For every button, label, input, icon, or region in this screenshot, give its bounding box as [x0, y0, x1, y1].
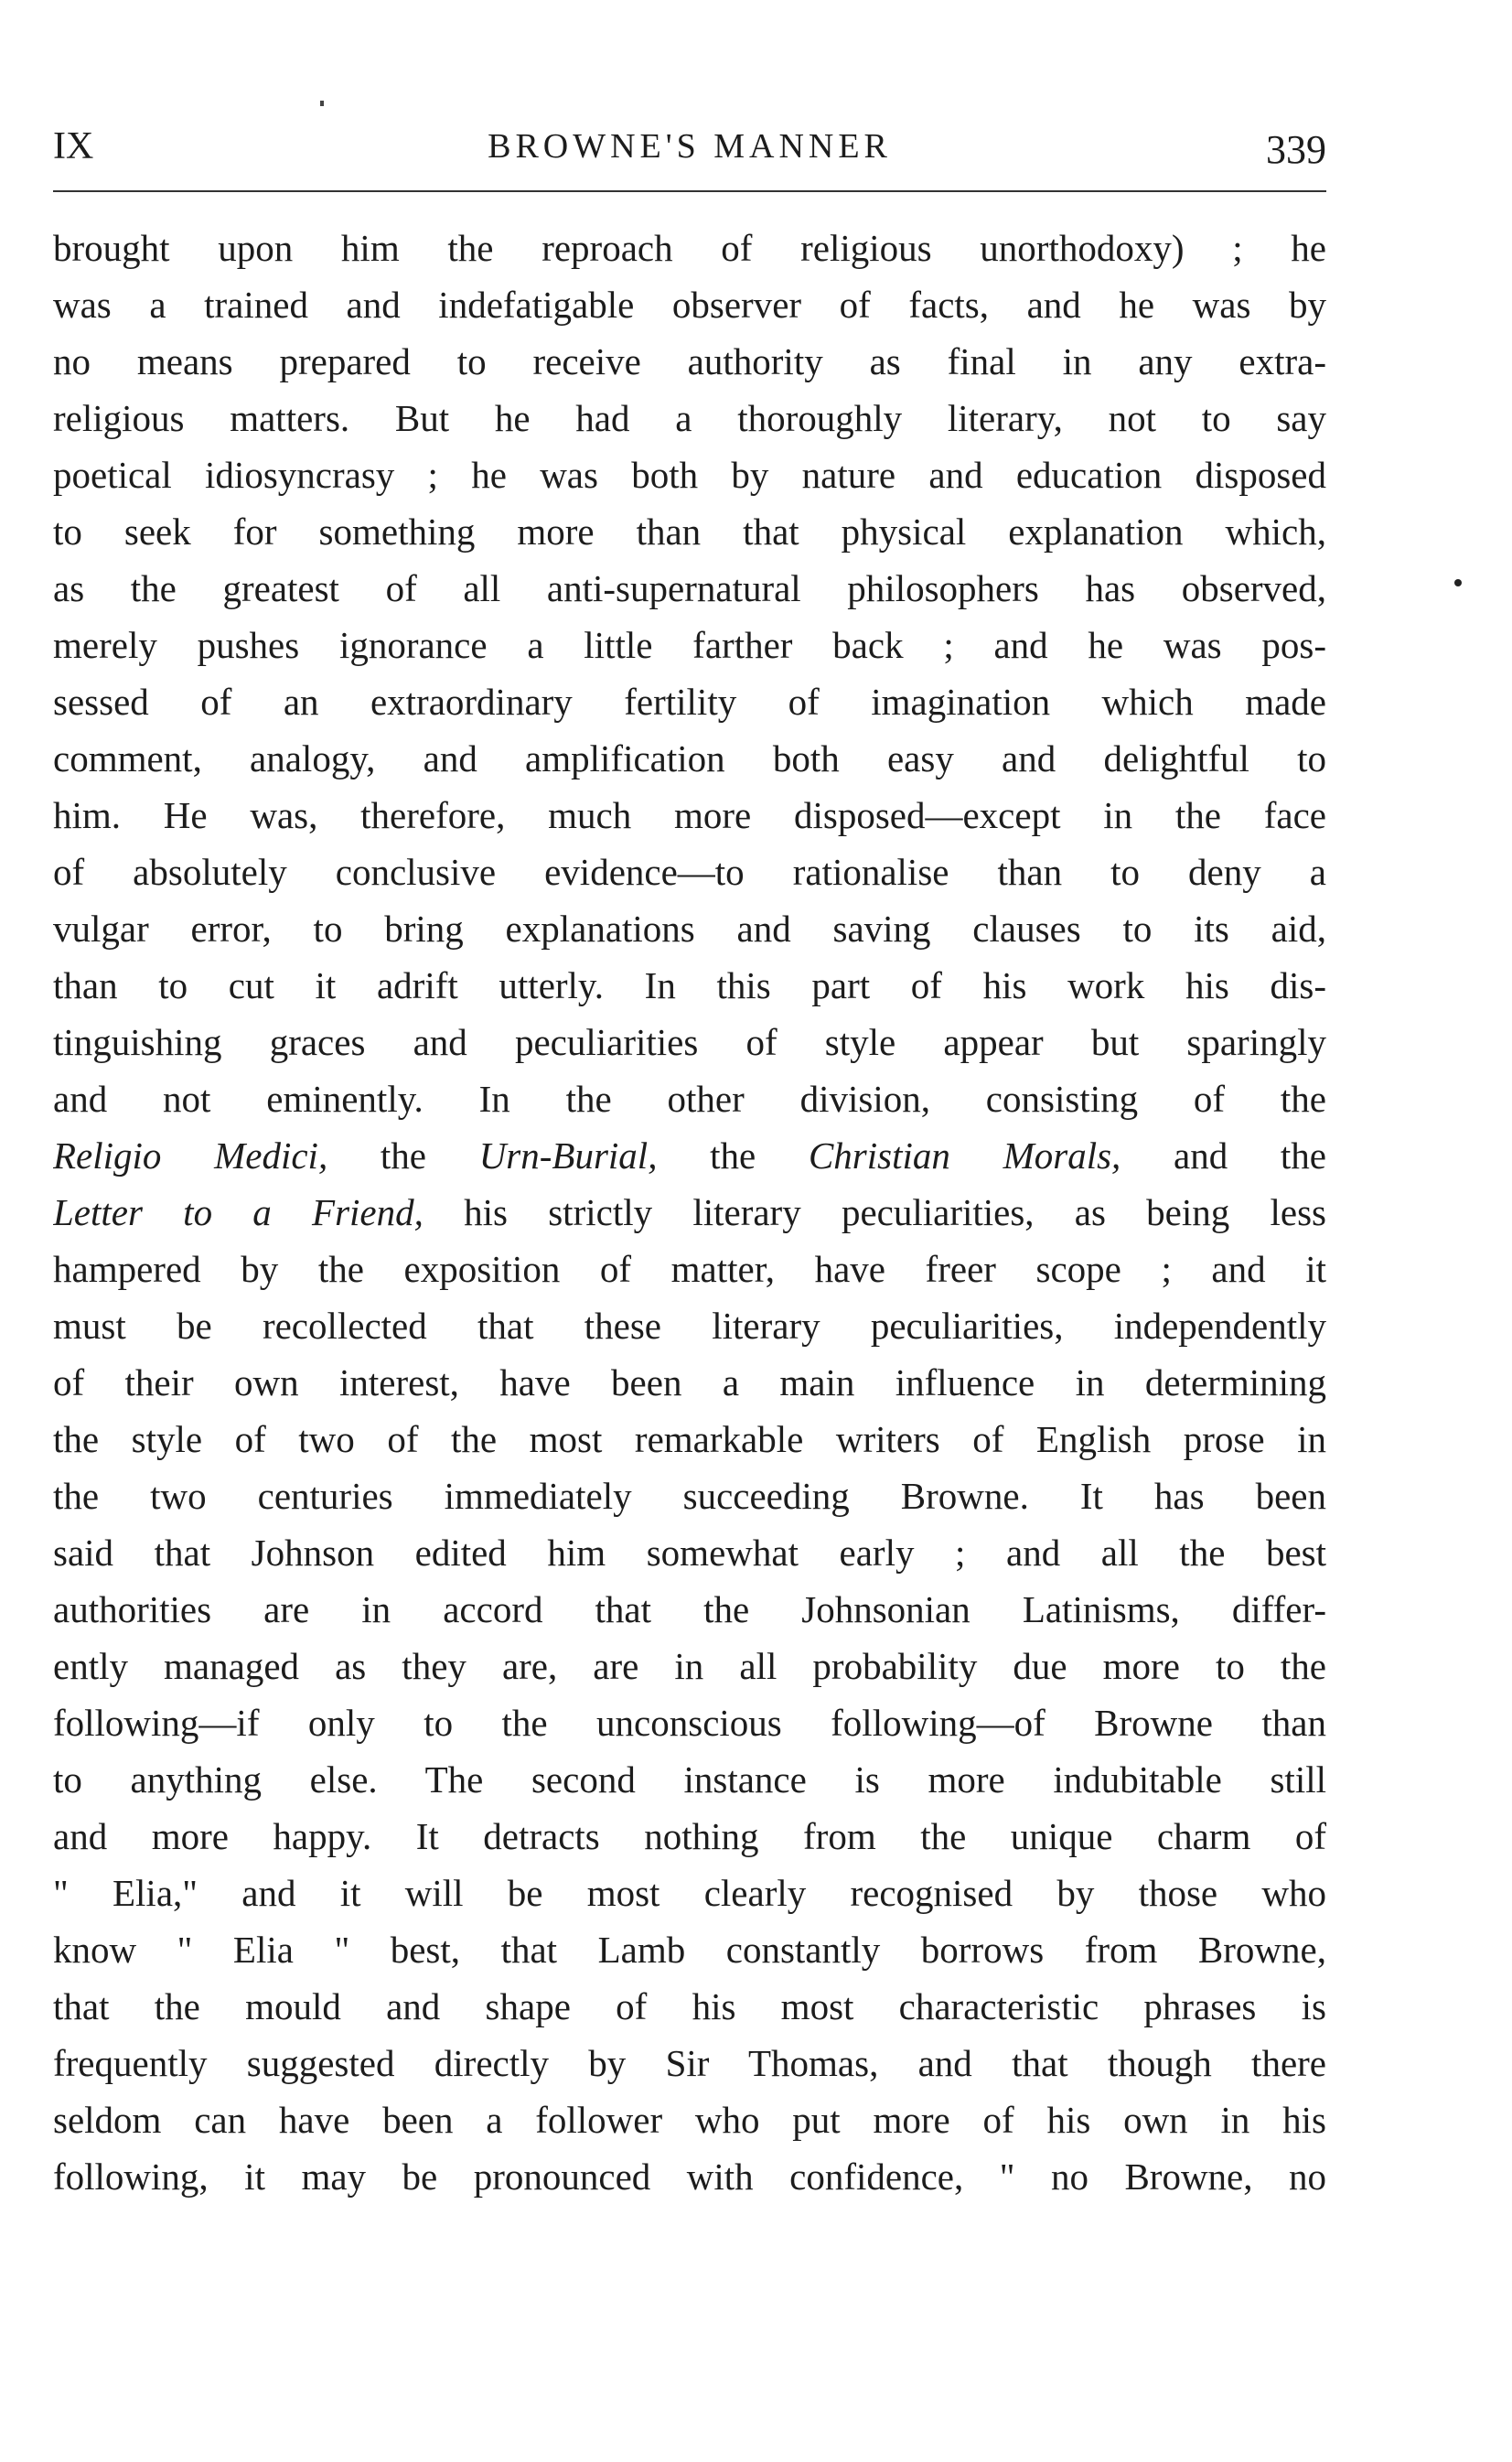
- text-line: the two centuries immediately succeeding Browne. It has been: [53, 1475, 1326, 1517]
- page-number: 339: [1266, 127, 1326, 172]
- text-line: him. He was, therefore, much more disposed—except in the face: [53, 794, 1326, 836]
- text-line-with-title: [53, 1184, 1326, 1241]
- book-page: [53, 119, 1326, 2198]
- text-line-with-titles: [53, 1127, 1326, 1184]
- text-line: sessed of an extraordinary fertility of imagination which made: [53, 681, 1326, 723]
- page-header: [53, 119, 1326, 174]
- text-line: comment, analogy, and amplification both easy and delightful to: [53, 737, 1326, 779]
- connector-text: the: [380, 1134, 426, 1177]
- text-line: know " Elia " best, that Lamb constantly borrows from Browne,: [53, 1929, 1326, 1971]
- text-line: must be recollected that these literary peculiarities, independently: [53, 1305, 1326, 1347]
- margin-dot: [1454, 579, 1462, 586]
- text-line: tinguishing graces and peculiarities of style appear but sparingly: [53, 1021, 1326, 1063]
- chapter-number: IX: [53, 125, 94, 167]
- text-line: than to cut it adrift utterly. In this part of his work his dis-: [53, 964, 1326, 1006]
- book-title-religio-medici: Religio Medici,: [53, 1134, 328, 1177]
- text-line: of their own interest, have been a main influence in determining: [53, 1361, 1326, 1403]
- body-text: [53, 220, 1326, 2205]
- text-line: was a trained and indefatigable observer of facts, and he was by: [53, 284, 1326, 326]
- header-rule: [53, 190, 1326, 192]
- text-line: " Elia," and it will be most clearly recognised by those who: [53, 1872, 1326, 1914]
- text-line: hampered by the exposition of matter, have freer scope ; and it: [53, 1248, 1326, 1290]
- text-line: as the greatest of all anti-supernatural philosophers has observed,: [53, 567, 1326, 609]
- text-line: the style of two of the most remarkable writers of English prose in: [53, 1418, 1326, 1460]
- text-line: of absolutely conclusive evidence—to rationalise than to deny a: [53, 851, 1326, 893]
- text-line: religious matters. But he had a thoroughly literary, not to say: [53, 397, 1326, 439]
- text-line: merely pushes ignorance a little farther back ; and he was pos-: [53, 624, 1326, 666]
- book-title-christian-morals: Christian Morals,: [808, 1134, 1121, 1177]
- text-line: to seek for something more than that physical explanation which,: [53, 511, 1326, 553]
- connector-text: the: [710, 1134, 756, 1177]
- text-line: following, it may be pronounced with confidence, " no Browne, no: [53, 2156, 1326, 2198]
- ink-speck: [320, 101, 324, 106]
- text-line: frequently suggested directly by Sir Thomas, and that though there: [53, 2042, 1326, 2084]
- text-line: vulgar error, to bring explanations and saving clauses to its aid,: [53, 908, 1326, 950]
- line-continuation: his strictly literary peculiarities, as being less: [464, 1191, 1326, 1233]
- text-line: authorities are in accord that the Johnsonian Latinisms, differ-: [53, 1588, 1326, 1630]
- text-line: brought upon him the reproach of religious unorthodoxy) ; he: [53, 227, 1326, 269]
- book-title-letter-to-a-friend: Letter to a Friend,: [53, 1191, 424, 1233]
- text-line: that the mould and shape of his most characteristic phrases is: [53, 1985, 1326, 2027]
- connector-text: and the: [1174, 1134, 1326, 1177]
- text-line: and not eminently. In the other division, consisting of the: [53, 1078, 1326, 1120]
- text-line: said that Johnson edited him somewhat early ; and all the best: [53, 1532, 1326, 1574]
- running-title: BROWNE'S MANNER: [488, 127, 892, 166]
- text-line: poetical idiosyncrasy ; he was both by nature and education disposed: [53, 454, 1326, 496]
- text-line: no means prepared to receive authority as final in any extra-: [53, 340, 1326, 382]
- text-line: to anything else. The second instance is more indubitable still: [53, 1758, 1326, 1801]
- text-line: ently managed as they are, are in all probability due more to the: [53, 1645, 1326, 1687]
- book-title-urn-burial: Urn-Burial,: [478, 1134, 658, 1177]
- text-line: following—if only to the unconscious following—of Browne than: [53, 1702, 1326, 1744]
- text-line: and more happy. It detracts nothing from the unique charm of: [53, 1815, 1326, 1857]
- text-line: seldom can have been a follower who put more of his own in his: [53, 2099, 1326, 2141]
